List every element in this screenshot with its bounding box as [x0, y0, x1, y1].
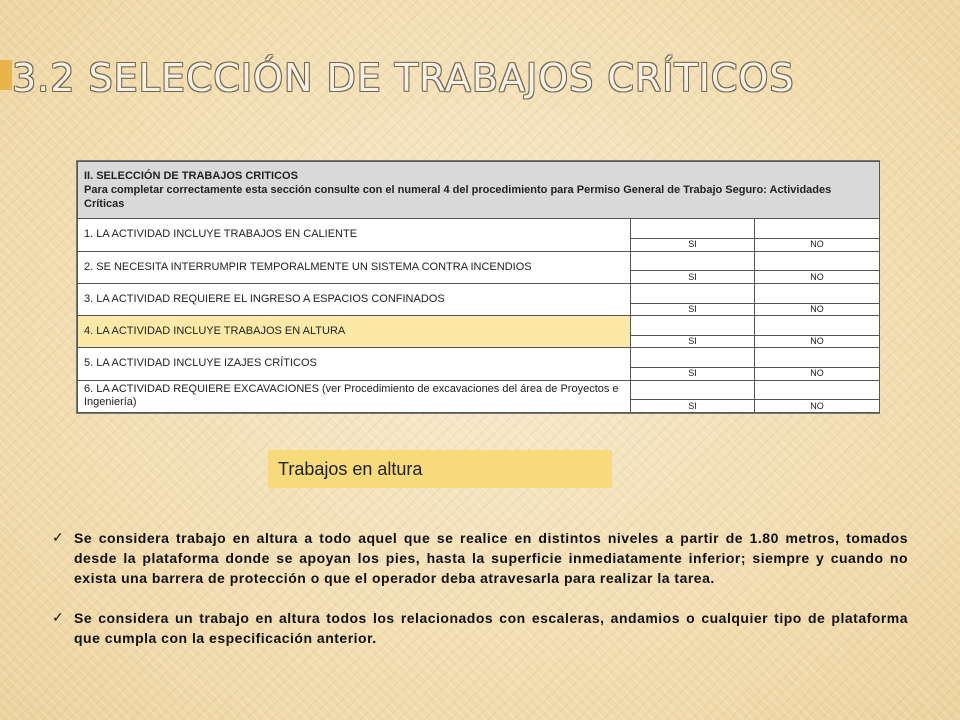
form-section-instructions: Para completar correctamente esta sección consulte con el numeral 4 del procedimiento para Permiso General de Trabajo Seguro: Actividades Críticas: [84, 184, 832, 211]
highlight-callout: [268, 450, 612, 488]
check-icon: ✓: [52, 530, 65, 546]
question-cell: 2. SE NECESITA INTERRUMPIR TEMPORALMENTE UN SISTEMA CONTRA INCENDIOS: [78, 251, 631, 283]
yes-label: SI: [631, 303, 755, 315]
form-section-title: II. SELECCIÓN DE TRABAJOS CRITICOS: [84, 170, 298, 183]
table-row: [78, 251, 880, 271]
table-row: [78, 316, 880, 336]
question-cell-highlighted: 4. LA ACTIVIDAD INCLUYE TRABAJOS EN ALTURA: [78, 316, 631, 348]
no-label: NO: [755, 271, 880, 283]
yes-label: SI: [631, 271, 755, 283]
yes-answer-box[interactable]: [631, 380, 755, 400]
question-cell: 3. LA ACTIVIDAD REQUIERE EL INGRESO A ESPACIOS CONFINADOS: [78, 283, 631, 315]
form-header-cell: [78, 162, 880, 219]
table-row: [78, 348, 880, 368]
no-answer-box[interactable]: [755, 348, 880, 368]
form-table: [77, 161, 880, 413]
no-answer-box[interactable]: [755, 316, 880, 336]
form-header-row: [78, 162, 880, 219]
yes-answer-box[interactable]: [631, 219, 755, 239]
no-label: NO: [755, 239, 880, 251]
check-icon: ✓: [52, 610, 65, 626]
question-cell: 6. LA ACTIVIDAD REQUIERE EXCAVACIONES (ver Procedimiento de excavaciones del área de Proyectos e Ingeniería): [78, 380, 631, 412]
bullet-text: Se considera un trabajo en altura todos los relacionados con escaleras, andamios o cualquier tipo de plataforma que cumpla con la especificación anterior.: [74, 610, 908, 646]
question-cell: 1. LA ACTIVIDAD INCLUYE TRABAJOS EN CALIENTE: [78, 219, 631, 251]
question-cell: 5. LA ACTIVIDAD INCLUYE IZAJES CRÍTICOS: [78, 348, 631, 380]
yes-label: SI: [631, 400, 755, 413]
no-label: NO: [755, 303, 880, 315]
no-answer-box[interactable]: [755, 380, 880, 400]
yes-answer-box[interactable]: [631, 251, 755, 271]
no-label: NO: [755, 335, 880, 347]
title-accent-bar: [0, 60, 12, 90]
list-item: [52, 528, 908, 588]
callout-label: Trabajos en altura: [278, 458, 423, 479]
bullet-text: Se considera trabajo en altura a todo aquel que se realice en distintos niveles a partir de 1.80 metros, tomados desde la plataforma donde se apoyan los pies, hasta la superficie inmediatamente inferior; siempre y cuando no exista una barrera de protección o que el operador deba atravesarla para realizar la tarea.: [74, 530, 908, 586]
yes-label: SI: [631, 368, 755, 380]
yes-label: SI: [631, 239, 755, 251]
bullet-list: [52, 528, 908, 668]
no-label: NO: [755, 368, 880, 380]
no-answer-box[interactable]: [755, 251, 880, 271]
table-row: [78, 283, 880, 303]
table-row: [78, 219, 880, 239]
page-title: 3.2 SELECCIÓN DE TRABAJOS CRÍTICOS: [12, 56, 795, 100]
yes-answer-box[interactable]: [631, 316, 755, 336]
yes-answer-box[interactable]: [631, 283, 755, 303]
no-label: NO: [755, 400, 880, 413]
critical-work-form: [76, 160, 880, 414]
list-item: [52, 608, 908, 648]
yes-answer-box[interactable]: [631, 348, 755, 368]
table-row: [78, 380, 880, 400]
no-answer-box[interactable]: [755, 219, 880, 239]
no-answer-box[interactable]: [755, 283, 880, 303]
yes-label: SI: [631, 335, 755, 347]
